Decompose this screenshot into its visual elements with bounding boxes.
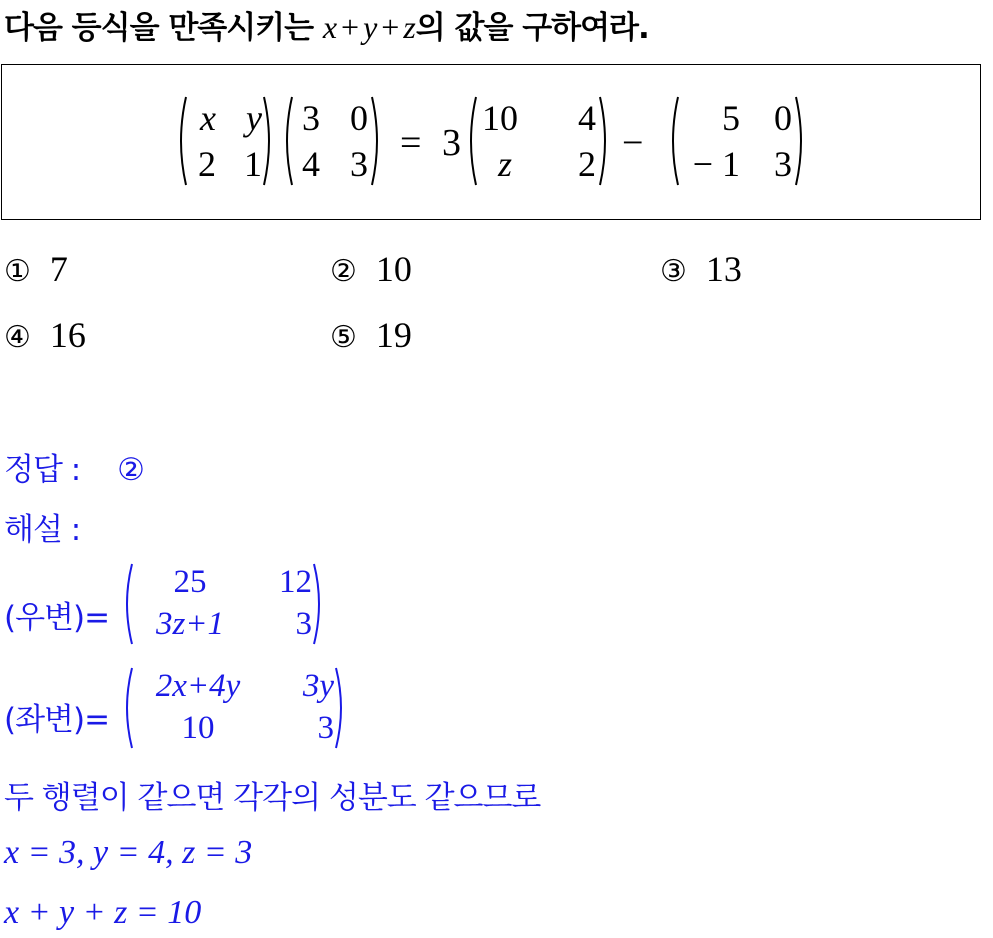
choice-4[interactable] <box>4 314 86 356</box>
left-paren <box>666 95 680 187</box>
lhs-matrix <box>120 666 348 750</box>
rhs-label: (우변)= <box>4 600 110 636</box>
right-paren <box>334 666 348 750</box>
answer-label: 정답 : <box>4 452 81 488</box>
choice-value: 10 <box>375 249 412 289</box>
choice-2[interactable] <box>330 248 412 290</box>
question-plus-1: + <box>341 9 360 45</box>
choice-1[interactable] <box>4 248 68 290</box>
lhs-cell: 10 <box>181 710 215 746</box>
rhs-matrix <box>120 562 326 646</box>
matrix-c-cell: z <box>497 144 512 184</box>
lhs-cell: 3y <box>302 668 334 704</box>
rhs-cell: 12 <box>279 564 312 600</box>
matrix-a-cell: 1 <box>244 144 262 184</box>
matrix-a-cell: 2 <box>198 144 216 184</box>
choice-mark: ③ <box>660 254 687 289</box>
left-paren <box>174 95 188 187</box>
sum-line: x + y + z = 10 <box>4 894 202 931</box>
matrix-d-cell: 0 <box>774 98 792 138</box>
choice-value: 19 <box>375 315 412 355</box>
matrix-b-cell: 3 <box>302 98 320 138</box>
question-var-z: z <box>403 9 416 45</box>
left-paren <box>120 562 134 646</box>
choice-value: 16 <box>49 315 86 355</box>
right-paren <box>794 95 808 187</box>
choice-mark: ④ <box>4 320 31 355</box>
equation-box <box>1 64 981 220</box>
right-paren <box>262 95 276 187</box>
question-var-x: x <box>322 9 338 45</box>
left-paren <box>464 95 478 187</box>
choice-mark: ⑤ <box>330 320 357 355</box>
question-suffix: 의 값을 구하여라. <box>415 10 649 46</box>
rhs-cell: 25 <box>173 564 207 600</box>
rhs-cell: 3 <box>295 606 312 642</box>
matrix-c <box>464 95 612 187</box>
choice-mark: ① <box>4 254 31 289</box>
left-paren <box>280 95 294 187</box>
right-paren <box>370 95 384 187</box>
question-var-y: y <box>363 9 378 45</box>
lhs-cell: 2x+4y <box>155 668 241 704</box>
values-line: x = 3, y = 4, z = 3 <box>4 834 253 871</box>
right-paren <box>312 562 326 646</box>
matrix-b <box>280 95 384 187</box>
choice-mark: ② <box>330 254 357 289</box>
minus-sign: − <box>622 122 644 164</box>
matrix-a <box>174 95 276 187</box>
answer-line <box>4 444 144 489</box>
matrix-b-cell: 3 <box>350 144 368 184</box>
rhs-cell: 3z+1 <box>155 606 225 642</box>
matrix-d-cell: − 1 <box>692 144 740 184</box>
solution-statement: 두 행렬이 같으면 각각의 성분도 같으므로 <box>4 780 541 816</box>
matrix-a-cell: y <box>246 98 262 138</box>
answer-mark: ② <box>117 452 144 488</box>
choice-value: 7 <box>49 249 68 289</box>
matrix-c-cell: 2 <box>578 144 596 184</box>
matrix-b-cell: 0 <box>350 98 368 138</box>
question-plus-2: + <box>381 9 400 45</box>
matrix-b-cell: 4 <box>302 144 320 184</box>
choice-value: 13 <box>705 249 742 289</box>
matrix-d-cell: 5 <box>722 98 740 138</box>
coefficient: 3 <box>442 122 461 164</box>
equals-sign: = <box>400 122 422 164</box>
matrix-d-cell: 3 <box>774 144 792 184</box>
choice-3[interactable] <box>660 248 742 290</box>
matrix-a-cell: x <box>200 98 216 138</box>
matrix-d <box>666 95 808 187</box>
question-text <box>4 2 649 47</box>
question-prefix: 다음 등식을 만족시키는 <box>4 10 314 46</box>
lhs-label: (좌변)= <box>4 702 110 738</box>
matrix-c-cell: 10 <box>482 98 518 138</box>
matrix-c-cell: 4 <box>578 98 596 138</box>
lhs-cell: 3 <box>317 710 334 746</box>
left-paren <box>120 666 134 750</box>
right-paren <box>598 95 612 187</box>
choice-5[interactable] <box>330 314 412 356</box>
explanation-label: 해설 : <box>4 512 81 548</box>
